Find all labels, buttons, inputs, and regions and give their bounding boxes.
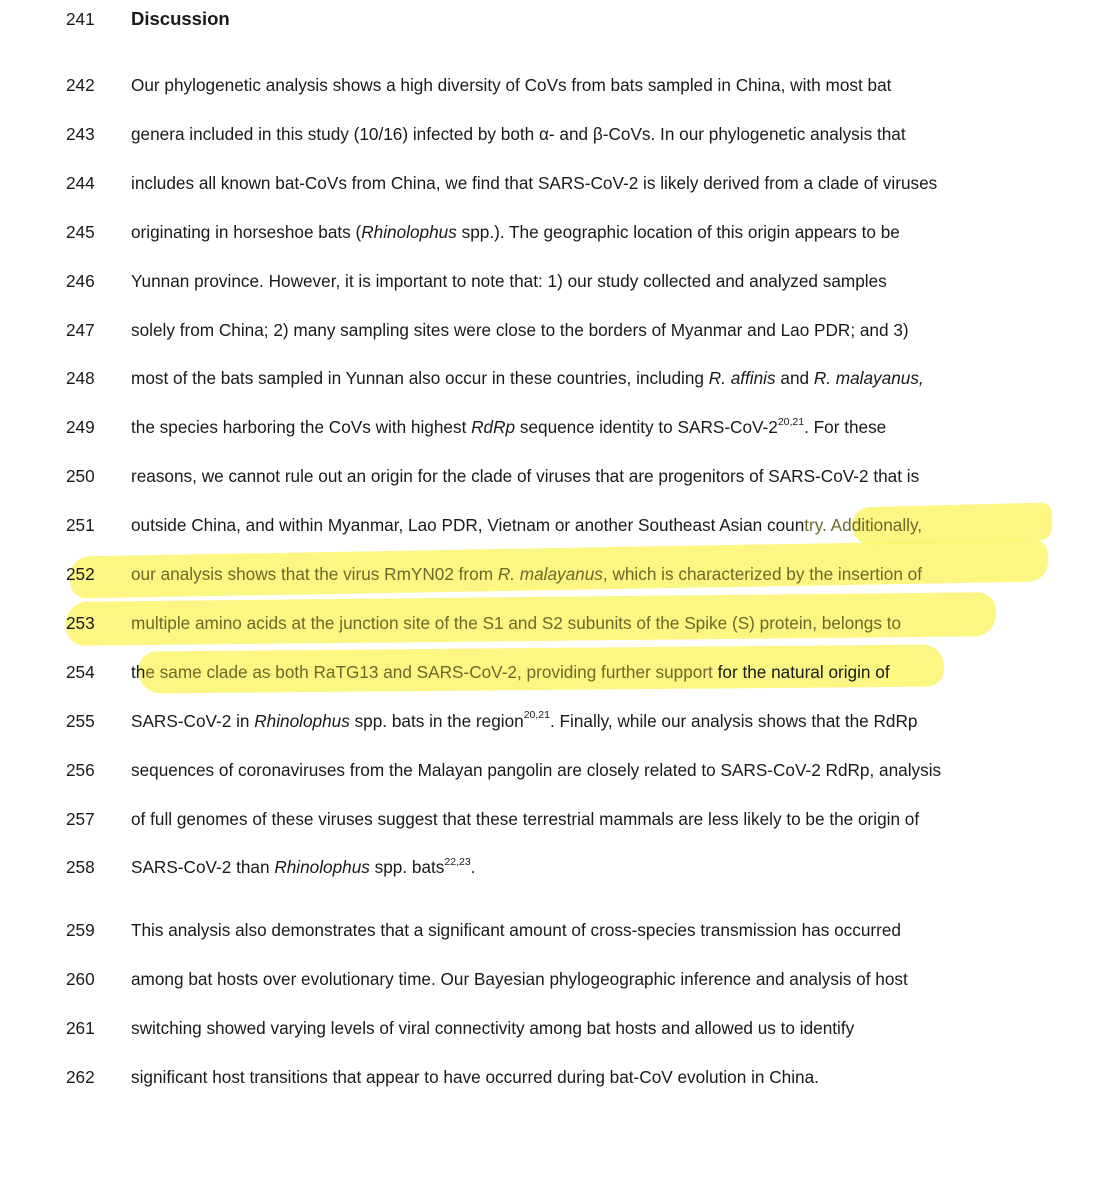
text-segment: . xyxy=(470,857,476,878)
line-text xyxy=(131,363,924,393)
text-line xyxy=(0,804,1112,834)
text-line xyxy=(0,915,1112,945)
text-segment: genera included in this study (10/16) infected by both α- and β-CoVs. In our phylogenetic analysis that xyxy=(131,123,906,144)
text-line xyxy=(0,852,1112,882)
line-number: 261 xyxy=(66,1017,95,1038)
citation-superscript: 22,23 xyxy=(444,855,471,868)
text-segment: th xyxy=(131,661,146,682)
text-segment: and xyxy=(775,368,814,389)
text-line xyxy=(0,755,1112,785)
line-text xyxy=(131,915,901,945)
line-text xyxy=(131,119,906,149)
line-number: 259 xyxy=(66,920,95,940)
text-segment: SARS-CoV-2 in xyxy=(131,710,255,731)
line-text xyxy=(131,1013,854,1043)
line-number: 242 xyxy=(66,75,95,95)
italic-term: R. malayanus xyxy=(497,564,603,584)
line-text xyxy=(131,755,941,785)
text-segment: reasons, we cannot rule out an origin for the clade of viruses that are progenitors of SARS-CoV-2 that is xyxy=(131,466,920,487)
text-segment: Yunnan province. However, it is important to note that: 1) our study collected and analyzed samples xyxy=(131,270,887,291)
text-line xyxy=(0,70,1112,100)
text-segment: , which is characterized by the insertion of xyxy=(602,564,922,584)
text-segment: e same clade as both RaTG13 and SARS-CoV-2, providing further support xyxy=(145,661,713,682)
text-segment: spp. bats xyxy=(369,857,445,878)
line-text xyxy=(131,168,937,198)
text-segment: Our phylogenetic analysis shows a high diversity of CoVs from bats sampled in China, with most bat xyxy=(131,75,892,95)
text-segment: includes all known bat-CoVs from China, we find that SARS-CoV-2 is likely derived from a clade of viruses xyxy=(131,172,938,193)
italic-term: R. affinis xyxy=(708,368,776,389)
text-segment: originating in horseshoe bats ( xyxy=(131,221,362,242)
line-text xyxy=(131,315,909,345)
text-line xyxy=(0,119,1112,149)
line-text xyxy=(131,608,901,638)
section-heading: Discussion xyxy=(131,8,230,29)
text-segment: outside China, and within Myanmar, Lao PDR, Vietnam or another Southeast Asian coun xyxy=(131,515,805,536)
line-number: 254 xyxy=(66,661,95,682)
line-text xyxy=(131,510,922,540)
text-line xyxy=(0,217,1112,247)
line-number: 248 xyxy=(66,368,95,389)
text-segment: for the natural origin of xyxy=(712,661,890,682)
text-segment: among bat hosts over evolutionary time. Our Bayesian phylogeographic inference and analysis of host xyxy=(131,968,908,989)
text-segment: multiple amino acids at the junction site of the S1 and S2 subunits of the Spike (S) protein, belongs to xyxy=(131,612,902,633)
text-segment: SARS-CoV-2 than xyxy=(131,857,275,878)
line-number: 244 xyxy=(66,172,95,193)
line-text xyxy=(131,706,917,736)
line-number: 250 xyxy=(66,466,95,487)
line-number: 253 xyxy=(66,612,95,633)
line-text xyxy=(131,461,919,491)
text-segment: spp. bats in the region xyxy=(349,710,524,731)
text-line xyxy=(0,706,1112,736)
line-number: 257 xyxy=(66,808,95,829)
text-segment: most of the bats sampled in Yunnan also occur in these countries, including xyxy=(131,368,709,389)
text-segment: sequence identity to SARS-CoV-2 xyxy=(515,417,778,438)
text-segment: sequences of coronaviruses from the Malayan pangolin are closely related to SARS-CoV-2 RdRp, analysis xyxy=(131,759,942,780)
text-line xyxy=(0,657,1112,687)
text-line xyxy=(0,363,1112,393)
text-segment: switching showed varying levels of viral connectivity among bat hosts and allowed us to identify xyxy=(131,1017,855,1038)
text-segment: solely from China; 2) many sampling sites were close to the borders of Myanmar and Lao PDR; and 3) xyxy=(131,319,909,340)
italic-term: RdRp xyxy=(471,417,516,438)
line-number: 251 xyxy=(66,515,95,536)
text-line xyxy=(0,315,1112,345)
line-text xyxy=(131,559,922,589)
line-number: 249 xyxy=(66,417,95,438)
citation-superscript: 20,21 xyxy=(777,415,805,428)
line-text xyxy=(131,266,887,296)
line-number: 260 xyxy=(66,968,95,989)
text-line xyxy=(0,461,1112,491)
discussion-heading-line xyxy=(0,4,1112,34)
italic-term: R. malayanus, xyxy=(813,368,924,389)
line-number: 252 xyxy=(66,564,95,584)
text-segment: significant host transitions that appear to have occurred during bat-CoV evolution in China. xyxy=(131,1066,819,1087)
text-line xyxy=(0,1062,1112,1092)
text-line xyxy=(0,266,1112,296)
line-text xyxy=(131,964,908,994)
text-line xyxy=(0,964,1112,994)
italic-term: Rhinolophus xyxy=(274,857,370,878)
line-text xyxy=(131,412,886,442)
line-number: 255 xyxy=(66,710,95,731)
citation-superscript: 20,21 xyxy=(523,708,550,721)
text-segment: the species harboring the CoVs with highest xyxy=(131,417,472,438)
line-number: 256 xyxy=(66,759,95,780)
line-number: 262 xyxy=(66,1066,95,1087)
text-line xyxy=(0,168,1112,198)
text-segment: . For these xyxy=(804,417,887,438)
text-line xyxy=(0,1013,1112,1043)
text-segment: try. Additionally, xyxy=(804,515,923,536)
line-text xyxy=(131,70,891,100)
italic-term: Rhinolophus xyxy=(361,221,457,242)
line-text xyxy=(131,657,890,687)
line-number: 258 xyxy=(66,857,95,878)
text-line xyxy=(0,559,1112,589)
text-segment: spp.). The geographic location of this origin appears to be xyxy=(456,221,900,242)
line-number: 243 xyxy=(66,123,95,144)
line-number: 245 xyxy=(66,221,95,242)
line-text xyxy=(131,852,475,882)
italic-term: Rhinolophus xyxy=(254,710,350,731)
text-segment: This analysis also demonstrates that a significant amount of cross-species transmission has occurred xyxy=(131,920,901,940)
line-number: 247 xyxy=(66,319,95,340)
text-line xyxy=(0,412,1112,442)
line-text xyxy=(131,217,900,247)
text-line xyxy=(0,510,1112,540)
line-number: 241 xyxy=(66,9,95,29)
text-line xyxy=(0,608,1112,638)
line-number: 246 xyxy=(66,270,95,291)
text-segment: of full genomes of these viruses suggest that these terrestrial mammals are less likely to be the origin of xyxy=(131,808,920,829)
line-text xyxy=(131,804,919,834)
text-segment: . Finally, while our analysis shows that the RdRp xyxy=(549,710,918,731)
line-text xyxy=(131,1062,819,1092)
text-segment: our analysis shows that the virus RmYN02 from xyxy=(131,564,498,584)
